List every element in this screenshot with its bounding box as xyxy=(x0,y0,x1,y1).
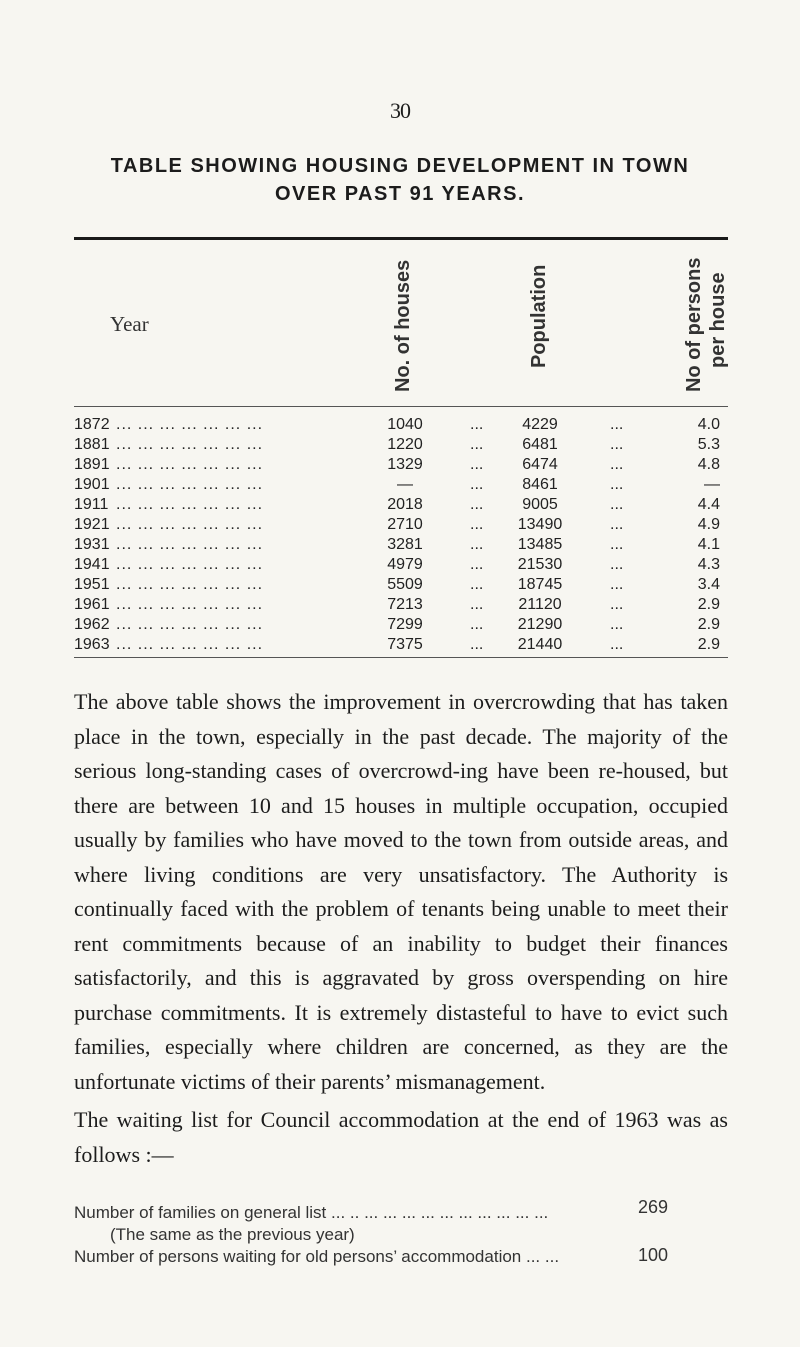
row-leader-dots: ... ... ... ... ... ... ... xyxy=(116,416,264,433)
waiting-list-item-2-label: Number of persons waiting for old persons’ accommodation ... ... xyxy=(74,1247,560,1266)
row-persons-per-house: 2.9 xyxy=(697,636,720,653)
row-persons-per-house: 4.1 xyxy=(697,536,720,553)
row-separator-dots: ... xyxy=(470,476,484,493)
header-pph-line1: No of persons xyxy=(683,257,705,392)
row-population: 18745 xyxy=(517,576,563,593)
row-year: 1941 xyxy=(74,556,110,573)
row-separator-dots: ... xyxy=(610,556,624,573)
row-leader-dots: ... ... ... ... ... ... ... xyxy=(116,456,264,473)
table-row xyxy=(0,636,800,656)
row-houses: 4979 xyxy=(387,556,423,573)
row-year: 1961 xyxy=(74,596,110,613)
row-separator-dots: ... xyxy=(610,616,624,633)
row-leader-dots: ... ... ... ... ... ... ... xyxy=(116,436,264,453)
row-houses: 7213 xyxy=(387,596,423,613)
row-separator-dots: ... xyxy=(610,536,624,553)
row-persons-per-house: 4.0 xyxy=(697,416,720,433)
page-title xyxy=(0,152,800,208)
row-houses: 1220 xyxy=(387,436,423,453)
table-bottom-rule xyxy=(74,657,728,658)
row-leader-dots: ... ... ... ... ... ... ... xyxy=(116,576,264,593)
row-houses: 2018 xyxy=(387,496,423,513)
row-houses: 1329 xyxy=(387,456,423,473)
row-houses: 1040 xyxy=(387,416,423,433)
row-houses: 7299 xyxy=(387,616,423,633)
header-houses: No. of houses xyxy=(392,259,414,392)
row-separator-dots: ... xyxy=(610,636,624,653)
row-persons-per-house: 4.4 xyxy=(697,496,720,513)
row-year: 1891 xyxy=(74,456,110,473)
row-leader-dots: ... ... ... ... ... ... ... xyxy=(116,476,264,493)
row-year: 1881 xyxy=(74,436,110,453)
table-row xyxy=(0,496,800,516)
table-row xyxy=(0,516,800,536)
header-population: Population xyxy=(528,264,550,368)
table-row xyxy=(0,536,800,556)
table-row xyxy=(0,556,800,576)
title-line-1: TABLE SHOWING HOUSING DEVELOPMENT IN TOWN xyxy=(110,155,690,177)
row-separator-dots: ... xyxy=(470,436,484,453)
waiting-list-item-1-note: (The same as the previous year) xyxy=(110,1225,355,1244)
row-separator-dots: ... xyxy=(470,576,484,593)
table-row xyxy=(0,576,800,596)
row-population: 8461 xyxy=(522,476,558,493)
row-houses: 3281 xyxy=(387,536,423,553)
row-houses: — xyxy=(397,476,413,493)
table-row xyxy=(0,596,800,616)
row-year: 1872 xyxy=(74,416,110,433)
table-row xyxy=(0,456,800,476)
waiting-list-item-1-label: Number of families on general list ... .. ... ... ... ... ... ... ... ... ... ... xyxy=(74,1203,549,1222)
row-leader-dots: ... ... ... ... ... ... ... xyxy=(116,616,264,633)
row-separator-dots: ... xyxy=(610,496,624,513)
row-separator-dots: ... xyxy=(610,416,624,433)
row-separator-dots: ... xyxy=(610,476,624,493)
row-population: 21120 xyxy=(518,596,562,613)
row-population: 6481 xyxy=(522,436,558,453)
table-row xyxy=(0,416,800,436)
header-pph-line2: per house xyxy=(707,272,729,368)
row-persons-per-house: 4.8 xyxy=(697,456,720,473)
body-paragraph-2: The waiting list for Council accommodation at the end of 1963 was as follows :— xyxy=(74,1107,728,1167)
row-year: 1963 xyxy=(74,636,110,653)
row-persons-per-house: 4.3 xyxy=(697,556,720,573)
row-separator-dots: ... xyxy=(470,596,484,613)
table-row xyxy=(0,436,800,456)
waiting-list-item-2-value: 100 xyxy=(637,1245,668,1265)
title-line-2: OVER PAST 91 YEARS. xyxy=(274,183,526,205)
row-persons-per-house: 4.9 xyxy=(697,516,720,533)
row-separator-dots: ... xyxy=(610,576,624,593)
header-year: Year xyxy=(110,312,149,336)
row-separator-dots: ... xyxy=(470,616,484,633)
waiting-list-item-1-value: 269 xyxy=(637,1197,668,1217)
waiting-list-item-1 xyxy=(74,1197,734,1223)
row-persons-per-house: 3.4 xyxy=(697,576,720,593)
row-separator-dots: ... xyxy=(470,516,484,533)
row-separator-dots: ... xyxy=(610,516,624,533)
header-persons-per-house xyxy=(682,258,730,392)
row-population: 21290 xyxy=(517,616,563,633)
row-separator-dots: ... xyxy=(470,536,484,553)
row-persons-per-house: — xyxy=(704,476,720,493)
row-leader-dots: ... ... ... ... ... ... ... xyxy=(116,596,264,613)
row-population: 21530 xyxy=(517,556,563,573)
row-separator-dots: ... xyxy=(610,436,624,453)
header-rule xyxy=(74,406,728,407)
row-leader-dots: ... ... ... ... ... ... ... xyxy=(116,496,264,513)
row-year: 1962 xyxy=(74,616,110,633)
row-separator-dots: ... xyxy=(470,636,484,653)
table-row xyxy=(0,616,800,636)
table-row xyxy=(0,476,800,496)
row-population: 13485 xyxy=(517,536,563,553)
row-leader-dots: ... ... ... ... ... ... ... xyxy=(116,636,264,653)
row-separator-dots: ... xyxy=(470,456,484,473)
row-persons-per-house: 2.9 xyxy=(697,616,720,633)
row-houses: 7375 xyxy=(387,636,423,653)
row-population: 13490 xyxy=(517,516,563,533)
row-year: 1951 xyxy=(74,576,110,593)
row-houses: 2710 xyxy=(387,516,423,533)
row-separator-dots: ... xyxy=(470,556,484,573)
row-persons-per-house: 2.9 xyxy=(697,596,720,613)
row-population: 9005 xyxy=(522,496,558,513)
page-number: 30 xyxy=(390,98,410,123)
row-separator-dots: ... xyxy=(470,496,484,513)
row-leader-dots: ... ... ... ... ... ... ... xyxy=(116,556,264,573)
row-leader-dots: ... ... ... ... ... ... ... xyxy=(116,516,264,533)
row-year: 1901 xyxy=(74,476,110,493)
row-population: 21440 xyxy=(517,636,563,653)
row-population: 4229 xyxy=(522,416,558,433)
row-separator-dots: ... xyxy=(610,596,624,613)
row-year: 1931 xyxy=(74,536,110,553)
row-persons-per-house: 5.3 xyxy=(697,436,720,453)
row-leader-dots: ... ... ... ... ... ... ... xyxy=(116,536,264,553)
body-paragraph-1: The above table shows the improvement in overcrowding that has taken place in the town, especially in the past decade. The majority of the serious long-standing cases of overcrowd-ing have been re-housed, but there are between 10 and 15 houses in multiple occupation, occupied usually by families who have moved to the town from outside areas, and where living conditions are very unsatisfactory. The Authority is continually faced with the problem of tenants being unable to meet their rent commitments because of an inability to budget their finances satisfactorily, and this is aggravated by gross overspending on hire purchase commitments. It is extremely distasteful to have to evict such families, especially where children are concerned, as they are the unfortunate victims of their parents’ mismanagement. xyxy=(74,689,728,1094)
table-top-rule xyxy=(74,237,728,240)
row-population: 6474 xyxy=(522,456,558,473)
row-separator-dots: ... xyxy=(470,416,484,433)
row-year: 1911 xyxy=(74,496,109,513)
row-houses: 5509 xyxy=(387,576,423,593)
row-separator-dots: ... xyxy=(610,456,624,473)
waiting-list-item-2 xyxy=(74,1247,734,1267)
row-year: 1921 xyxy=(74,516,110,533)
